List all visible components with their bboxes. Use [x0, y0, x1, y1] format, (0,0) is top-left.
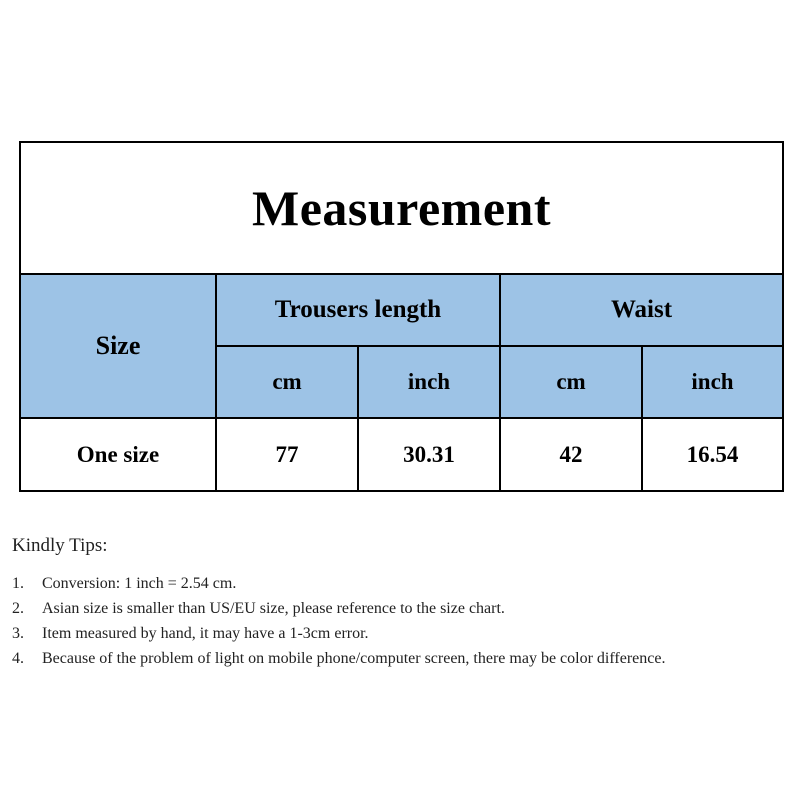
header-group-row: [20, 274, 783, 346]
tip-number: 4.: [12, 650, 24, 667]
waist-inch-cell: 16.54: [642, 418, 783, 491]
list-item: [12, 646, 772, 671]
tip-text: Item measured by hand, it may have a 1-3cm error.: [42, 625, 369, 642]
trousers-inch-header: inch: [358, 346, 500, 418]
trousers-inch-cell: 30.31: [358, 418, 500, 491]
list-item: [12, 596, 772, 621]
tips-title: Kindly Tips:: [12, 535, 108, 556]
trousers-length-header: Trousers length: [216, 274, 500, 346]
title-row: [20, 142, 783, 274]
trousers-cm-header: cm: [216, 346, 358, 418]
size-cell: One size: [20, 418, 216, 491]
list-item: [12, 571, 772, 596]
size-chart-table: [19, 141, 784, 492]
kindly-tips-section: [12, 535, 772, 671]
tip-number: 2.: [12, 600, 24, 617]
tips-list: [12, 571, 772, 671]
waist-cm-cell: 42: [500, 418, 642, 491]
size-column-header: Size: [20, 274, 216, 418]
waist-inch-header: inch: [642, 346, 783, 418]
table-row: [20, 418, 783, 491]
table-title: Measurement: [20, 142, 783, 274]
tip-text: Because of the problem of light on mobile phone/computer screen, there may be color difference.: [42, 650, 666, 667]
waist-header: Waist: [500, 274, 783, 346]
waist-cm-header: cm: [500, 346, 642, 418]
trousers-cm-cell: 77: [216, 418, 358, 491]
tip-text: Conversion: 1 inch = 2.54 cm.: [42, 575, 237, 592]
list-item: [12, 621, 772, 646]
tip-text: Asian size is smaller than US/EU size, please reference to the size chart.: [42, 600, 505, 617]
tip-number: 3.: [12, 625, 24, 642]
tip-number: 1.: [12, 575, 24, 592]
